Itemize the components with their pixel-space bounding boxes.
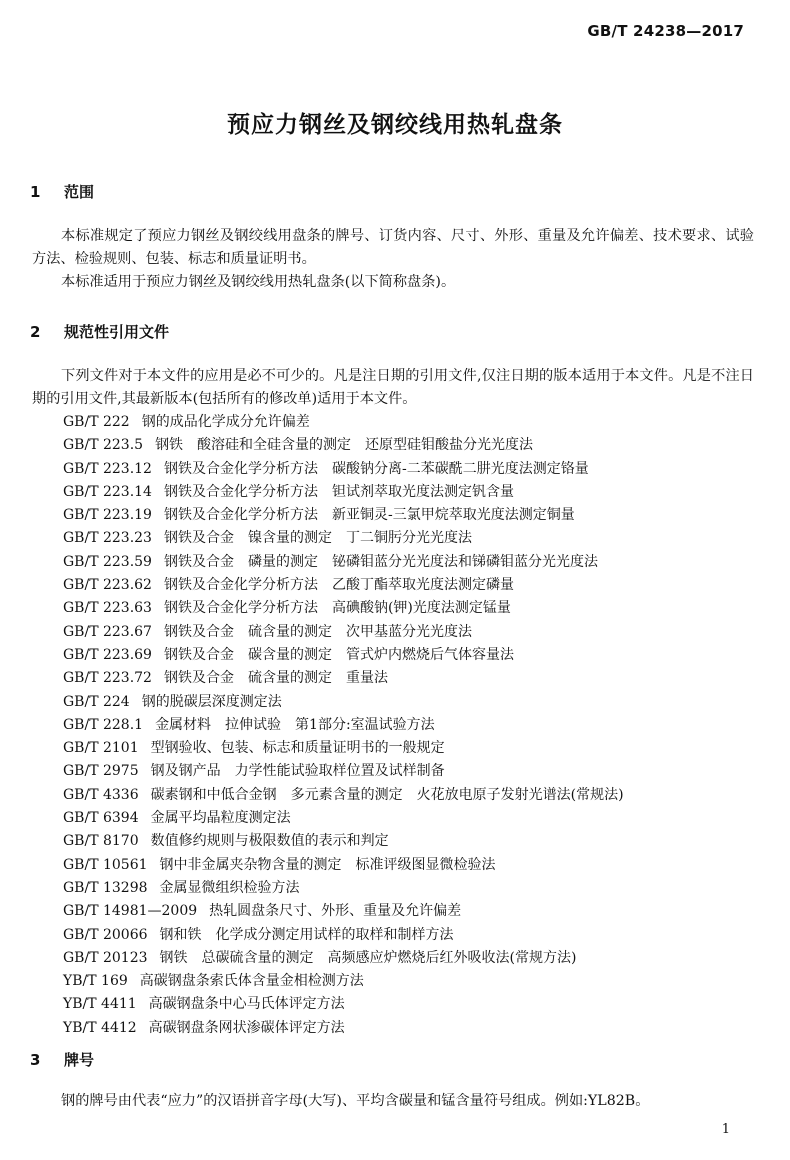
- reference-code: GB/T 20123: [63, 949, 148, 966]
- section-number: 3: [30, 1051, 41, 1069]
- reference-item: [63, 737, 763, 760]
- reference-title: 钢铁及合金 硫含量的测定 重量法: [163, 670, 388, 687]
- reference-code: GB/T 8170: [63, 833, 139, 850]
- reference-code: GB/T 13298: [63, 879, 148, 896]
- reference-title: 金属材料 拉伸试验 第1部分:室温试验方法: [155, 716, 435, 733]
- reference-code: GB/T 2101: [63, 740, 139, 757]
- reference-title: 高碳钢盘条索氏体含量金相检测方法: [139, 973, 364, 990]
- reference-item: [63, 900, 763, 923]
- reference-title: 金属显微组织检验方法: [159, 879, 300, 896]
- reference-title: 金属平均晶粒度测定法: [150, 810, 291, 827]
- reference-item: [63, 970, 763, 993]
- standard-code: GB/T 24238—2017: [587, 22, 744, 40]
- section-title: 规范性引用文件: [64, 323, 170, 341]
- reference-item: [63, 551, 763, 574]
- reference-item: [63, 667, 763, 690]
- reference-code: GB/T 223.12: [63, 460, 152, 477]
- reference-item: [63, 1017, 763, 1040]
- reference-title: 钢中非金属夹杂物含量的测定 标准评级图显微检验法: [159, 856, 496, 873]
- reference-title: 高碳钢盘条中心马氏体评定方法: [148, 996, 345, 1013]
- section-number: 1: [30, 183, 41, 201]
- section-title: 牌号: [64, 1051, 95, 1069]
- reference-title: 钢铁及合金化学分析方法 钽试剂萃取光度法测定钒含量: [163, 483, 514, 500]
- section-number: 2: [30, 323, 41, 341]
- reference-code: GB/T 223.23: [63, 530, 152, 547]
- reference-code: GB/T 224: [63, 693, 130, 710]
- reference-item: [63, 877, 763, 900]
- reference-code: YB/T 4411: [63, 996, 137, 1013]
- reference-code: GB/T 222: [63, 414, 130, 430]
- reference-title: 钢铁及合金 碳含量的测定 管式炉内燃烧后气体容量法: [163, 646, 514, 663]
- reference-item: [63, 854, 763, 877]
- reference-title: 钢和铁 化学成分测定用试样的取样和制样方法: [159, 926, 454, 943]
- reference-title: 钢铁及合金化学分析方法 新亚铜灵-三氯甲烷萃取光度法测定铜量: [163, 507, 575, 524]
- section-2-paragraph-1: 下列文件对于本文件的应用是必不可少的。凡是注日期的引用文件,仅注日期的版本适用于本文件。凡是不注日期的引用文件,其最新版本(包括所有的修改单)适用于本文件。: [32, 368, 754, 407]
- reference-code: YB/T 169: [63, 973, 128, 990]
- reference-item: [63, 621, 763, 644]
- section-3-heading: [30, 1049, 94, 1070]
- reference-item: [63, 481, 763, 504]
- reference-item: [63, 434, 763, 457]
- reference-item: [63, 993, 763, 1016]
- reference-code: GB/T 223.19: [63, 507, 152, 524]
- reference-code: GB/T 6394: [63, 810, 139, 827]
- reference-code: GB/T 228.1: [63, 716, 144, 733]
- reference-title: 型钢验收、包装、标志和质量证明书的一般规定: [150, 740, 445, 757]
- section-title: 范围: [64, 183, 95, 201]
- reference-code: GB/T 10561: [63, 856, 148, 873]
- section-2-heading: [30, 321, 169, 342]
- reference-code: GB/T 223.72: [63, 670, 152, 687]
- reference-item: [63, 644, 763, 667]
- reference-title: 钢铁 总碳硫含量的测定 高频感应炉燃烧后红外吸收法(常规方法): [159, 949, 577, 966]
- reference-title: 碳素钢和中低合金钢 多元素含量的测定 火花放电原子发射光谱法(常规法): [150, 786, 624, 803]
- reference-title: 钢及钢产品 力学性能试验取样位置及试样制备: [150, 763, 445, 780]
- reference-title: 钢铁及合金 镍含量的测定 丁二铜肟分光光度法: [163, 530, 472, 547]
- reference-item: [63, 924, 763, 947]
- reference-item: [63, 411, 763, 434]
- reference-item: [63, 574, 763, 597]
- reference-code: GB/T 20066: [63, 926, 148, 943]
- reference-item: [63, 504, 763, 527]
- section-1-heading: [30, 181, 94, 202]
- reference-item: [63, 807, 763, 830]
- reference-code: GB/T 2975: [63, 763, 139, 780]
- reference-title: 钢铁及合金 磷量的测定 铋磷钼蓝分光光度法和锑磷钼蓝分光光度法: [163, 553, 598, 570]
- reference-item: [63, 760, 763, 783]
- reference-code: GB/T 223.63: [63, 600, 152, 617]
- reference-item: [63, 714, 763, 737]
- document-title: 预应力钢丝及钢绞线用热轧盘条: [227, 112, 563, 138]
- reference-title: 钢铁及合金化学分析方法 高碘酸钠(钾)光度法测定锰量: [163, 600, 511, 617]
- reference-code: GB/T 223.69: [63, 646, 152, 663]
- reference-code: GB/T 223.14: [63, 483, 152, 500]
- section-1-paragraph-1: 本标准规定了预应力钢丝及钢绞线用盘条的牌号、订货内容、尺寸、外形、重量及允许偏差、技术要求、试验方法、检验规则、包装、标志和质量证明书。: [32, 228, 754, 267]
- reference-code: GB/T 14981—2009: [63, 903, 198, 920]
- reference-title: 钢的成品化学成分允许偏差: [141, 414, 310, 430]
- page-number: 1: [721, 1122, 730, 1137]
- reference-title: 热轧圆盘条尺寸、外形、重量及允许偏差: [209, 903, 462, 920]
- normative-references-list: [63, 411, 763, 1040]
- reference-title: 钢的脱碳层深度测定法: [141, 693, 282, 710]
- reference-item: [63, 458, 763, 481]
- reference-title: 高碳钢盘条网状渗碳体评定方法: [148, 1019, 345, 1036]
- reference-code: GB/T 223.62: [63, 577, 152, 594]
- reference-code: GB/T 4336: [63, 786, 139, 803]
- reference-title: 钢铁 酸溶硅和全硅含量的测定 还原型硅钼酸盐分光光度法: [155, 437, 534, 454]
- reference-code: GB/T 223.5: [63, 437, 144, 454]
- reference-title: 钢铁及合金 硫含量的测定 次甲基蓝分光光度法: [163, 623, 472, 640]
- reference-code: GB/T 223.59: [63, 553, 152, 570]
- reference-title: 钢铁及合金化学分析方法 乙酸丁酯萃取光度法测定磷量: [163, 577, 514, 594]
- reference-title: 钢铁及合金化学分析方法 碳酸钠分离-二苯碳酰二肼光度法测定铬量: [163, 460, 589, 477]
- reference-item: [63, 527, 763, 550]
- reference-item: [63, 784, 763, 807]
- reference-item: [63, 947, 763, 970]
- reference-item: [63, 597, 763, 620]
- section-3-paragraph-1: 钢的牌号由代表“应力”的汉语拼音字母(大写)、平均含碳量和锰含量符号组成。例如:YL82B。: [61, 1093, 650, 1109]
- reference-code: GB/T 223.67: [63, 623, 152, 640]
- reference-item: [63, 830, 763, 853]
- reference-item: [63, 691, 763, 714]
- reference-code: YB/T 4412: [63, 1019, 137, 1036]
- section-1-paragraph-2: 本标准适用于预应力钢丝及钢绞线用热轧盘条(以下简称盘条)。: [61, 274, 456, 290]
- reference-title: 数值修约规则与极限数值的表示和判定: [150, 833, 389, 850]
